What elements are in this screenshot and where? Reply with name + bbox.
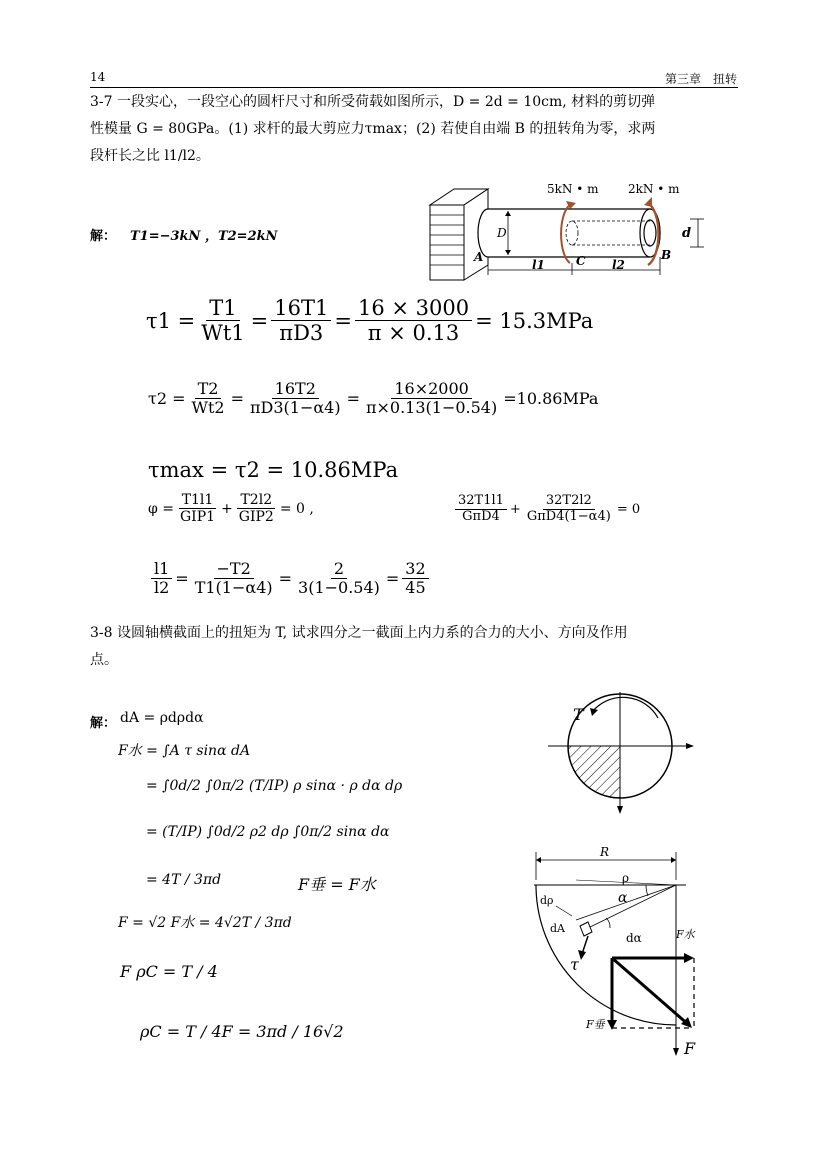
problem-3-7-line3: 段杆长之比 l1/l2。 bbox=[90, 148, 210, 164]
step-F-shui: F水 = ∫A τ sinα dA bbox=[118, 743, 251, 759]
problem-3-7-line2: 性模量 G = 80GPa。(1) 求杆的最大剪应力τmax；(2) 若使自由端 B 的扭转角为零，求两 bbox=[90, 121, 656, 137]
step-dA: dA = ρdρdα bbox=[120, 710, 204, 726]
tau-label: τ bbox=[570, 955, 579, 974]
eq2-f1d: Wt2 bbox=[191, 398, 225, 418]
eq1-f1d: Wt1 bbox=[201, 321, 245, 346]
equation-phi: φ = $\frac{T1l1}{\text{GIP1}}$ + $\frac{T2l2}{\text{GIP2}}$ = 0 , bbox=[148, 492, 314, 526]
B-label: B bbox=[661, 248, 672, 262]
eq5-f1d: l2 bbox=[154, 578, 170, 598]
eq1-f3d: π × 0.13 bbox=[367, 321, 460, 346]
shaft-figure bbox=[420, 175, 720, 285]
alpha-label: α bbox=[618, 890, 628, 906]
eq5-f4d: 45 bbox=[405, 578, 426, 598]
step-resultant-F: F = √2 F水 = 4√2T / 3πd bbox=[118, 915, 292, 931]
drho-label: dρ bbox=[540, 894, 554, 907]
eq4-grhs: = 0 bbox=[616, 501, 641, 517]
equation-phi-expanded: $\frac{32T1l1}{\text{GπD4}}$ + $\frac{32T2l2}{\text{GπD4(1−α4)}}$ = 0 bbox=[452, 494, 640, 525]
eq4-lhs: φ = bbox=[148, 500, 174, 517]
D-label: D bbox=[497, 226, 507, 240]
eq4-g1d: GπD4 bbox=[462, 508, 500, 524]
eq5-f2d: T1(1−α4) bbox=[194, 578, 273, 598]
C-label: C bbox=[576, 254, 586, 268]
eq4-f1n: T1l1 bbox=[179, 492, 217, 509]
A-label: A bbox=[474, 250, 484, 264]
header-rule bbox=[90, 87, 738, 88]
F-label: F bbox=[684, 1039, 696, 1058]
step-rho-C: ρC = T / 4F = 3πd / 16√2 bbox=[140, 1022, 344, 1041]
eq2-f2d: πD3(1−α4) bbox=[250, 398, 341, 418]
eq5-f1n: l1 bbox=[151, 560, 172, 579]
eq4-g1n: 32T1l1 bbox=[455, 494, 507, 510]
eq2-f1n: T2 bbox=[195, 380, 222, 399]
problem-3-7-text bbox=[90, 89, 740, 170]
eq1-f1n: T1 bbox=[206, 296, 239, 321]
solution-label-3-7: 解： bbox=[90, 229, 117, 244]
eq1-rhs: = 15.3MPa bbox=[475, 308, 594, 333]
eq1-f2n: 16T1 bbox=[271, 296, 331, 321]
eq5-f3d: 3(1−0.54) bbox=[298, 578, 380, 598]
problem-3-8-text bbox=[90, 620, 740, 674]
eq2-lhs: τ2 = bbox=[148, 389, 186, 409]
load1-label: 5kN • m bbox=[547, 182, 599, 196]
step-F-chui-equals: F垂 = F水 bbox=[298, 875, 376, 894]
eq2-rhs: =10.86MPa bbox=[503, 389, 599, 409]
page-number: 14 bbox=[90, 70, 106, 84]
eq4-g2d: GπD4(1−α4) bbox=[526, 508, 611, 524]
problem-3-8-line1: 3-8 设圆轴横截面上的扭矩为 T, 试求四分之一截面上内力系的合力的大小、方向及作用 bbox=[90, 625, 628, 641]
eq1-lhs: τ1 = bbox=[146, 308, 196, 333]
problem-3-7-line1: 3-7 一段实心，一段空心的圆杆尺寸和所受荷载如图所示，D = 2d = 10cm, 材料的剪切弹 bbox=[90, 94, 656, 110]
rho-label: ρ bbox=[622, 871, 630, 885]
eq4-f1d: GIP1 bbox=[179, 509, 216, 526]
l1-label: l1 bbox=[532, 258, 545, 272]
equation-tau-max: τmax = τ2 = 10.86MPa bbox=[148, 458, 399, 482]
step-result: = 4T / 3πd bbox=[146, 872, 222, 888]
eq1-f3n: 16 × 3000 bbox=[355, 296, 472, 321]
force-diagram-figure bbox=[526, 840, 716, 1065]
eq5-f4n: 32 bbox=[402, 560, 428, 579]
F-shui-label: F水 bbox=[676, 928, 695, 941]
eq5-f2n: −T2 bbox=[214, 560, 254, 579]
step-double-integral: = ∫0d/2 ∫0π/2 (T/IP) ρ sinα · ρ dα dρ bbox=[146, 778, 403, 794]
eq4-rhs: = 0 , bbox=[279, 500, 314, 517]
eq2-f2n: 16T2 bbox=[272, 380, 319, 399]
equation-tau2: τ2 = $\frac{T2}{Wt2}$ = $\frac{16T2}{\pi D3(1-\alpha 4)}$ = $\frac{16\times 2000}{\pi\times 0.13(1-0.54)}$ =10.86MPa bbox=[148, 379, 599, 418]
given-torques: T1=−3kN ，T2=2kN bbox=[130, 229, 278, 244]
load2-label: 2kN • m bbox=[628, 182, 680, 196]
R-label: R bbox=[600, 845, 610, 859]
step-moment: F ρC = T / 4 bbox=[120, 962, 218, 981]
F-chui-label: F垂 bbox=[586, 1018, 605, 1031]
eq2-f3n: 16×2000 bbox=[391, 380, 471, 399]
T-label: T bbox=[573, 705, 584, 724]
cross-section-figure bbox=[540, 688, 700, 818]
problem-3-8-line2: 点。 bbox=[90, 652, 118, 668]
equation-tau1: τ1 = $\frac{T1}{Wt1}$ = $\frac{16T1}{\pi D3}$ = $\frac{16 \times 3000}{\pi \times 0.13}$ = 15.3MPa bbox=[146, 296, 594, 346]
eq1-f2d: πD3 bbox=[279, 321, 324, 346]
eq4-f2d: GIP2 bbox=[238, 509, 274, 526]
dalpha-label: dα bbox=[626, 931, 642, 945]
eq4-g2n: 32T2l2 bbox=[543, 494, 595, 510]
eq4-f2n: T2l2 bbox=[237, 492, 275, 509]
d-label: d bbox=[682, 226, 692, 241]
solution-label-3-8: 解： bbox=[90, 716, 117, 731]
dA-label: dA bbox=[550, 922, 565, 935]
l2-label: l2 bbox=[612, 258, 625, 272]
eq2-f3d: π×0.13(1−0.54) bbox=[365, 398, 498, 418]
chapter-title: 第三章 扭转 bbox=[664, 72, 737, 86]
equation-length-ratio: $\frac{l1}{l2}$ = $\frac{-T2}{T1(1-\alpha 4)}$ = $\frac{2}{3(1-0.54)}$ = $\frac{32}{45}$ bbox=[148, 560, 432, 598]
step-separated-integral: = (T/IP) ∫0d/2 ρ2 dρ ∫0π/2 sinα dα bbox=[146, 824, 390, 840]
eq5-f3n: 2 bbox=[331, 560, 347, 579]
